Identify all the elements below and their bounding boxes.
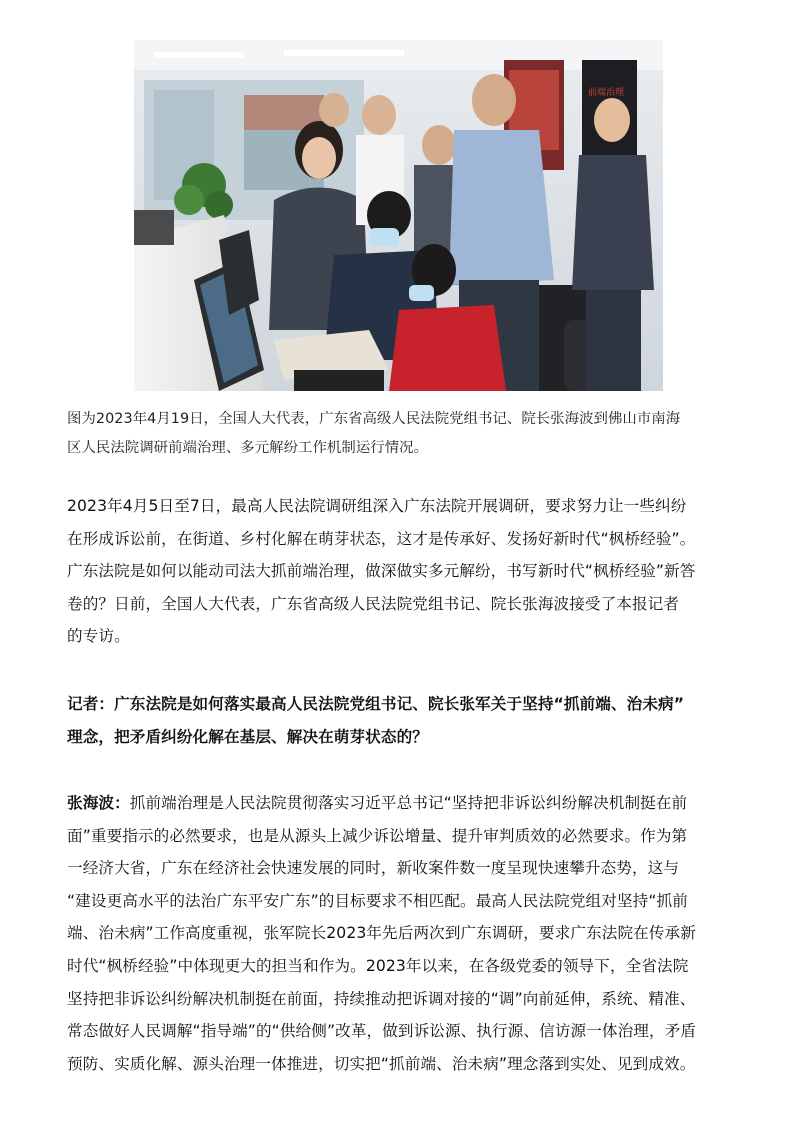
paragraph-line: 卷的？日前，全国人大代表，广东省高级人民法院党组书记、院长张海波接受了本报记者: [67, 594, 680, 613]
paragraph-line: 的专访。: [67, 627, 130, 646]
answer-line: 端、治未病”工作高度重视，张军院长2023年先后两次到广东调研，要求广东法院在传承新: [67, 924, 696, 943]
news-photo: [134, 40, 663, 391]
caption-line: 图为2023年4月19日，全国人大代表，广东省高级人民法院党组书记、院长张海波到佛山市南海: [67, 411, 681, 427]
intro-paragraph: [67, 490, 729, 653]
wall-sign-text: 前端治理: [588, 88, 625, 98]
paragraph-line: 广东法院是如何以能动司法大抓前端治理，做深做实多元解纷，书写新时代“枫桥经验”新答: [67, 562, 696, 581]
caption-line: 区人民法院调研前端治理、多元解纷工作机制运行情况。: [67, 440, 429, 456]
answer-first-line: 抓前端治理是人民法院贯彻落实习近平总书记“坚持把非诉讼纠纷解决机制挺在前: [129, 794, 688, 812]
answer-line: “建设更高水平的法治广东平安广东”的目标要求不相匹配。最高人民法院党组对坚持“抓前: [67, 891, 688, 910]
answer-line: 一经济大省，广东在经济社会快速发展的同时，新收案件数一度呈现快速攀升态势，这与: [67, 859, 680, 878]
speaker-name: 张海波：: [67, 794, 130, 812]
reporter-question: [67, 688, 729, 753]
answer-line: 时代“枫桥经验”中体现更大的担当和作为。2023年以来，在各级党委的领导下，全省法院: [67, 956, 689, 975]
answer-line: 面”重要指示的必然要求，也是从源头上减少诉讼增量、提升审判质效的必然要求。作为第: [67, 826, 688, 845]
answer-line: 坚持把非诉讼纠纷解决机制挺在前面，持续推动把诉调对接的“调”向前延伸，系统、精准、: [67, 989, 696, 1008]
paragraph-line: 2023年4月5日至7日，最高人民法院调研组深入广东法院开展调研，要求努力让一些纠纷: [67, 497, 687, 515]
answer-line: 预防、实质化解、源头治理一体推进，切实把“抓前端、治未病”理念落到实处、见到成效。: [67, 1054, 696, 1073]
answer-line: 常态做好人民调解“指导端”的“供给侧”改革，做到诉讼源、执行源、信访源一体治理，矛盾: [67, 1022, 697, 1041]
question-line: 记者：广东法院是如何落实最高人民法院党组书记、院长张军关于坚持“抓前端、治未病”: [67, 695, 685, 713]
question-line: 理念，把矛盾纠纷化解在基层、解决在萌芽状态的？: [67, 727, 428, 746]
photo-caption: [67, 405, 729, 463]
interview-answer: [67, 787, 729, 1080]
answer-line: [67, 787, 729, 820]
paragraph-line: 在形成诉讼前，在街道、乡村化解在萌芽状态，这才是传承好、发扬好新时代“枫桥经验”。: [67, 529, 696, 548]
photo-illustration: [134, 40, 663, 391]
